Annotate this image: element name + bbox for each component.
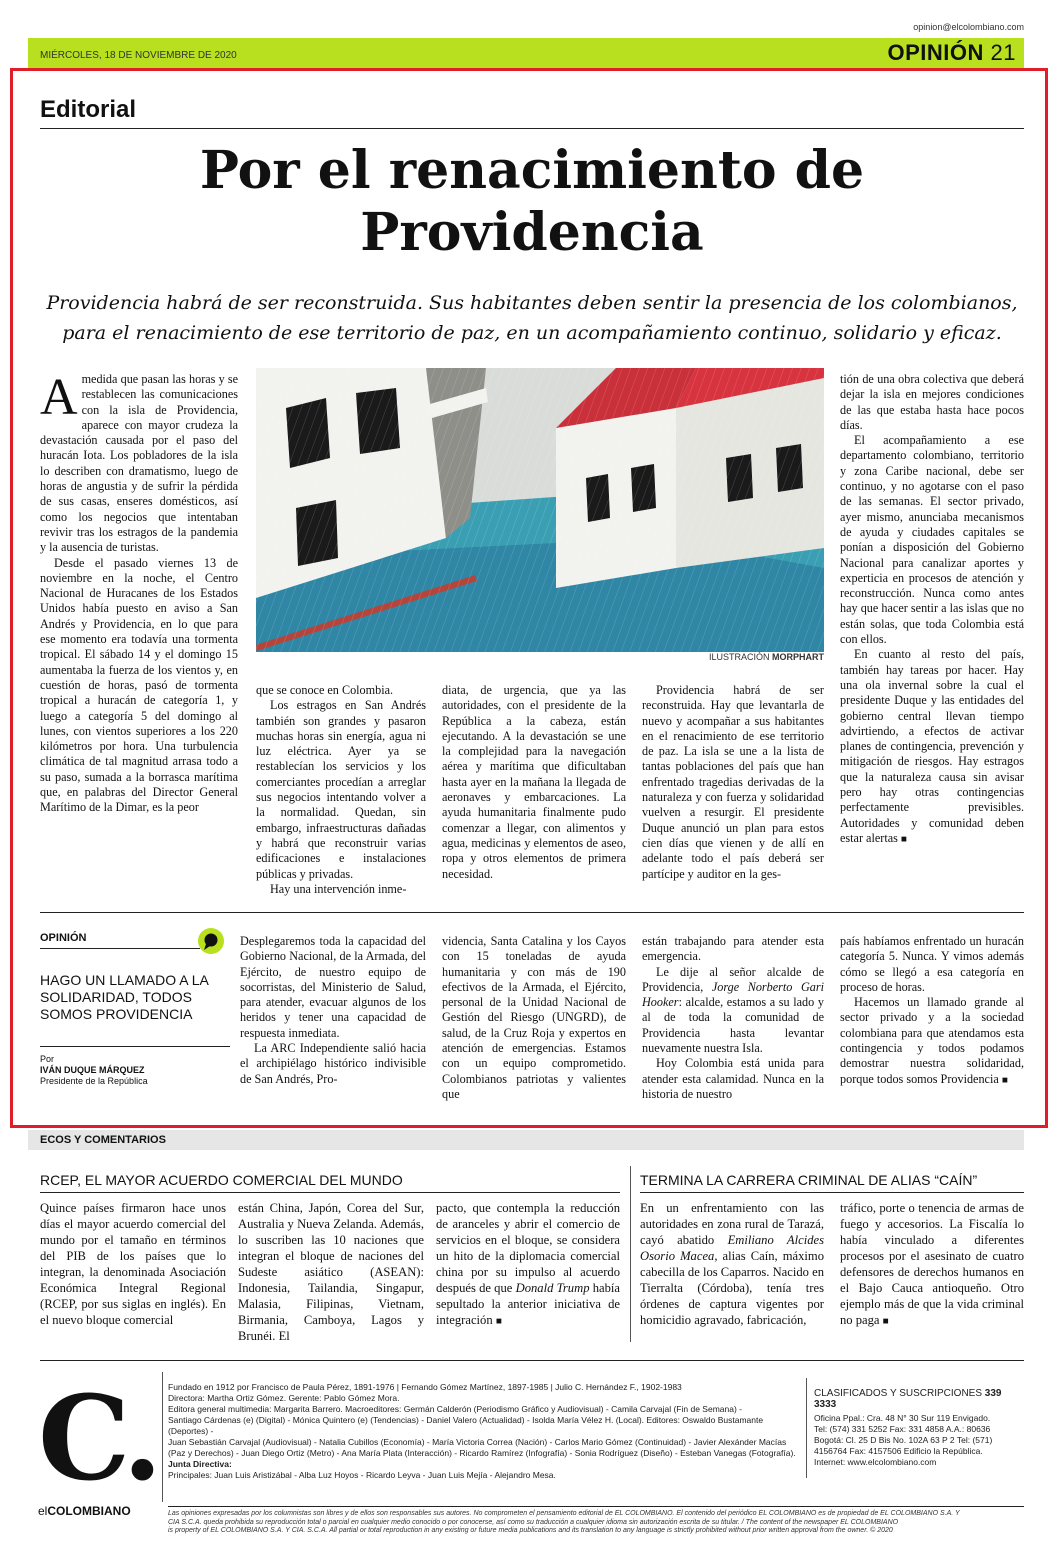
paragraph-text: : alcalde, estamos a su lado y al de toda la comunidad de Providencia hasta levantar nuevamente nuestra Isla.: [642, 995, 824, 1056]
author-title: Presidente de la República: [40, 1076, 148, 1086]
office-line: Oficina Ppal.: Cra. 48 N° 30 Sur 119 Envigado.: [814, 1413, 991, 1423]
headline-line-1: Por el renacimiento de: [199, 140, 865, 201]
editorial-col-2: [256, 683, 426, 897]
section-divider: [40, 912, 1024, 913]
paragraph: [642, 965, 824, 1057]
classifieds-line: [814, 1388, 1026, 1410]
logo-prefix: el: [38, 1504, 48, 1518]
paragraph: El acompañamiento a ese departamento colombiano, territorio y zona Caribe nacional, debe ser continuo, y no agotarse con el paso de las semanas. El sector privado, ayer mismo, anunciaba mecanismos de ayuda y ciudades capitales se ponían a disposición del Gobierno Nacional para canalizar aportes y experticia en procesos de atención y reconstrucción. Nunca como antes hay que hacer sentir a las islas que no están solas, que toda Colombia está con ellos.: [840, 433, 1024, 647]
credits-line: Directora: Martha Ortiz Gómez. Gerente: Pablo Gómez Mora.: [168, 1393, 400, 1403]
editorial-col-5: [840, 372, 1024, 847]
ecos-right-headline: TERMINA LA CARRERA CRIMINAL DE ALIAS “CAÍN”: [640, 1172, 978, 1188]
paragraph: Desde el pasado viernes 13 de noviembre en la noche, el Centro Nacional de Huracanes de los Estados Unidos había puesto en aviso a San Andrés y Providencia, en lo que para ese momento era todavía una tormenta tropical. El sábado 14 y el domingo 15 aumentaba la fuerza de los vientos y, en cuestión de horas, pasó de tormenta tropical a huracán de categoría 1, y luego a categoría 5 del domingo al lunes, con vientos superiores a los 220 kilómetros por hora. Una turbulencia climática de tal magnitud arrasa todo a su paso, sumada a la borrasca marítima que, en palabras del Director General Marítimo de la Dimar, es la peor: [40, 555, 238, 815]
paragraph: están trabajando para atender esta emergencia.: [642, 934, 824, 964]
paragraph: tión de una obra colectiva que deberá dejar la isla en mejores condiciones de las que estaba hasta hace pocos días.: [840, 372, 1024, 432]
end-mark: ■: [1001, 1074, 1008, 1086]
dropcap: A: [40, 369, 78, 426]
editorial-col-3: [442, 683, 626, 882]
legal-notice: [168, 1510, 1024, 1536]
credits-line: (Paz y Derechos) - Juan Diego Ortiz (Metro) - Ana María Plata (Interacción) - Ricardo Ramírez (Infografía) - Sonia Rodríguez (Diseño) - Esteban Vanegas (Fotografía).: [168, 1448, 796, 1458]
paragraph: Providencia habrá de ser reconstruida. Hay que levantarla de nuevo y acompañar a sus habitantes en el renacimiento de ese territorio de paz. La isla se une a la lista de tantas poblaciones del país que han enfrentado tragedias derivadas de la naturaleza y con fuerza y solidaridad vuelven a resurgir. El presidente Duque anunció un plan para estos cien días que vienen y de allí en adelante todo el país deberá ser partícipe y auditor en la ges-: [642, 683, 824, 881]
person-name: Emiliano Alcides Osorio Macea: [640, 1233, 824, 1263]
section-bar: [28, 38, 1024, 68]
paragraph: Quince países firmaron hace unos días el mayor acuerdo comercial del mundo por el tamaño en términos del PIB de los países que lo integran, la denominada Asociación Económica Integral Regional (RCEP, por sus siglas en inglés). En el nuevo bloque comercial: [40, 1201, 226, 1327]
legal-line: CIA S.C.A. queda prohibida su reproducción total o parcial en cualquier medio conocido o por conocerse, así como su traducción a cualquier idioma sin autorización escrita de su titular. / The content of the newspaper EL COLOMBIANO: [168, 1518, 899, 1526]
paragraph-text: , alias Caín, máximo cabecilla de los Caparros. Nacido en Tierralta (Córdoba), tenía tres órdenes de captura vigentes por homicidio agravado, fabricación,: [640, 1249, 824, 1327]
classifieds-label: CLASIFICADOS Y SUSCRIPCIONES: [814, 1388, 983, 1399]
headline-line-2: Providencia: [360, 202, 704, 263]
paragraph-text: En cuanto al resto del país, también hay tareas por hacer. Hay una ola invernal sobre la cual el presidente Duque y las entidades del gobierno central llevan tiempo advirtiendo, a efectos de activar planes de contingencia, prevención y mitigación de riesgos. Hay estragos que la naturaleza causa sin avisar pero hay otras contingencias perfectamente previsibles. Autoridades y comunidad deben estar alertas: [840, 647, 1024, 845]
paragraph: videncia, Santa Catalina y los Cayos con 15 toneladas de ayuda humanitaria y con más de 190 efectivos de la Armada, el Ejército, personal de la Unidad Nacional de Gestión del Riesgo (UNGRD), de salud, de la Cruz Roja y expertos en atención de emergencias. Estamos con un equipo comprometido. Colombianos patriotas y valientes que: [442, 934, 626, 1101]
logo-letter: C.: [38, 1371, 157, 1507]
paragraph-text: Hacemos un llamado grande al sector privado y a la sociedad colombiana para que atendamos esta contingencia y todos podamos demostrar nuestra solidaridad, porque todos somos Providencia: [840, 995, 1024, 1086]
legal-line: is property of EL COLOMBIANO S.A. Y CIA. S.C.A. All partial or total reproduction in any existing or future media publications and its translation to any language is strictly prohibited without prior written approval from the owner. © 2020: [168, 1527, 893, 1534]
section-title: [887, 40, 1016, 66]
section-name: OPINIÓN: [887, 40, 984, 65]
paragraph: La ARC Independiente salió hacia el archipiélago histórico indivisible de San Andrés, Pro-: [240, 1041, 426, 1086]
paragraph-text: pacto, que contempla la reducción de aranceles y abrir el comercio de servicios en el bloque, se considera un hito de la diplomacia comercial china por su impulso al acuerdo después de que: [436, 1201, 620, 1295]
ecos-label: ECOS Y COMENTARIOS: [40, 1134, 166, 1146]
ecos-left-rule: [40, 1192, 620, 1193]
paragraph: que se conoce en Colombia.: [256, 683, 394, 697]
ecos-right-col-2: [840, 1200, 1024, 1330]
ecos-left-col-1: [40, 1200, 226, 1328]
end-mark: ■: [882, 1316, 889, 1327]
contact-info: [814, 1388, 1026, 1468]
office-line: Tel: (574) 331 5252 Fax: 331 4858 A.A.: 80636: [814, 1424, 991, 1434]
logo-name: COLOMBIANO: [47, 1504, 131, 1518]
opinion-headline: HAGO UN LLAMADO A LA SOLIDARIDAD, TODOS SOMOS PROVIDENCIA: [40, 972, 209, 1022]
newspaper-logo: [38, 1371, 157, 1530]
footer-divider-left: [162, 1372, 163, 1502]
paragraph-text: Le dije al señor alcalde de Providencia,: [642, 964, 824, 994]
paragraph-text: En un enfrentamiento con las autoridades en zona rural de Tarazá, cayó abatido: [640, 1201, 824, 1247]
ecos-left-col-2: [238, 1200, 424, 1344]
paragraph: Hoy Colombia está unida para atender esta calamidad. Nunca en la historia de nuestro: [642, 1056, 824, 1101]
kicker-rule: [40, 128, 1024, 129]
editorial-col-1: [40, 369, 238, 816]
opinion-headline-rule: [40, 1046, 230, 1047]
paragraph: Hay una intervención inme-: [270, 881, 407, 896]
mayor-name: Jorge Norberto Gari Hooker: [642, 979, 825, 1010]
credits-line: Juan Sebastián Carvajal (Audiovisual) - Natalia Cubillos (Economía) - María Victoria Correa (Nación) - Carlos Mario Gómez (Continuidad) - Javier Alexánder Macías: [168, 1437, 787, 1447]
editorial-col-4: [642, 683, 824, 882]
credits-line: Junta Directiva:: [168, 1459, 232, 1469]
editorial-illustration: [256, 368, 824, 652]
footer-rule: [40, 1360, 1024, 1361]
dek-line-1: Providencia habrá de ser reconstruida. Sus habitantes deben sentir la presencia de los colombianos,: [46, 292, 1018, 314]
person-name: Donald Trump: [515, 1281, 590, 1295]
contact-email: opinion@elcolombiano.com: [913, 22, 1024, 32]
editorial-dek: [40, 288, 1024, 348]
end-mark: ■: [900, 833, 907, 845]
dek-line-2: para el renacimiento de ese territorio de paz, en un acompañamiento continuo, solidario y eficaz.: [62, 322, 1002, 344]
ecos-bar: [28, 1130, 1024, 1150]
illustration-credit: [600, 652, 824, 662]
author-name: IVÁN DUQUE MÁRQUEZ: [40, 1065, 145, 1075]
credit-label: ILUSTRACIÓN: [708, 652, 770, 662]
paragraph-text: había sepultado la anterior iniciativa de integración: [436, 1281, 620, 1327]
ecos-column-divider: [630, 1166, 631, 1342]
paragraph: [436, 1200, 620, 1330]
credits-line: Editora general multimedia: Margarita Barrero. Macroeditores: Germán Calderón (Periodismo Gráfico y Audiovisual) - Camila Carvajal (Fin de Semana) -: [168, 1404, 742, 1414]
editorial-headline: [40, 140, 1024, 264]
office-line: Bogotá: Cl. 25 D Bis No. 102A 63 P 2 Tel: (571): [814, 1435, 993, 1445]
paragraph: Los estragos en San Andrés también son grandes y pasaron muchas horas sin energía, agua ni luz eléctrica. Ayer ya se restablecían los servicios y los comerciantes procedían a arreglar sus negocios intentando volver a la normalidad. Quedan, sin embargo, infraestructuras dañadas y habrá que reconstruir varias edificaciones e instalaciones públicas y privadas.: [256, 698, 426, 881]
opinion-col-2: [442, 934, 626, 1102]
opinion-label-rule: [40, 948, 200, 949]
by-label: Por: [40, 1054, 55, 1064]
classifieds-phone: 339 3333: [814, 1388, 1002, 1410]
office-line: 4156764 Fax: 4157506 Edificio la República.: [814, 1446, 983, 1456]
credits-line: Fundado en 1912 por Francisco de Paula Pérez, 1891-1976 | Fernando Gómez Martínez, 1897-1985 | Julio C. Hernández F., 1902-1983: [168, 1382, 682, 1392]
paragraph-text: tráfico, porte o tenencia de armas de fuego y accesorios. La Fiscalía lo había vinculado a diferentes procesos por el asesinato de cuatro defensores de derechos humanos en el Bajo Cauca antioqueño. Otro ejemplo más de que la vida criminal no paga: [840, 1201, 1024, 1327]
paragraph: [840, 1200, 1024, 1330]
editorial-kicker: Editorial: [40, 96, 137, 123]
opinion-label: OPINIÓN: [40, 932, 87, 944]
ecos-left-headline: RCEP, EL MAYOR ACUERDO COMERCIAL DEL MUNDO: [40, 1172, 403, 1188]
paragraph: país habíamos enfrentado un huracán categoría 5. Nunca. Y vimos además cómo se llegó a esa categoría en proceso de horas.: [840, 934, 1024, 994]
speech-bubble-icon: [196, 926, 226, 956]
ecos-right-col-1: [640, 1200, 824, 1328]
opinion-col-1: [240, 934, 426, 1087]
legal-line: Las opiniones expresadas por los columnistas son libres y de ellos son responsables sus autores. No comprometen el pensamiento editorial de EL COLOMBIANO. El contenido del periódico EL COLOMBIANO es de propiedad de EL COLOMBIANO S.A. Y: [168, 1510, 960, 1517]
paragraph: [840, 995, 1024, 1088]
masthead-credits: [168, 1382, 798, 1481]
paragraph: medida que pasan las horas y se restablecen las comunicaciones con la isla de Providencia, aparece con mayor crudeza la devastación causada por el paso del huracán Iota. Los pobladores de la isla lo describen con dramatismo, luego de horas de angustia y de sufrir la pérdida de sus casas, enseres domésticos, así como los negocios que intentaban revivir tras los estragos de la pandemia y la ausencia de turistas.: [40, 372, 238, 555]
paragraph: están China, Japón, Corea del Sur, Australia y Nueva Zelanda. Además, lo suscriben las 10 naciones que integran el bloque de naciones del Sudeste asiático (ASEAN): Indonesia, Tailandia, Singapur, Malasia, Filipinas, Vietnam, Birmania, Camboya, Lagos y Brunéi. El: [238, 1201, 424, 1343]
end-mark: ■: [495, 1316, 502, 1327]
opinion-col-3: [642, 934, 824, 1102]
credits-line: Principales: Juan Luis Aristizábal - Alba Luz Hoyos - Ricardo Leyva - Juan Luis Mejía - Alejandro Mesa.: [168, 1470, 556, 1480]
paragraph: diata, de urgencia, que ya las autoridades, con el presidente de la República a la cabeza, están ejecutando. A la devastación se une la complejidad para la navegación aérea y marítima que dificultaban hasta ayer en la mañana la llegada de aeronaves y embarcaciones. La ayuda humanitaria finalmente pudo comenzar a llegar, con alimentos y agua, medicinas y elementos de aseo, ropa y otros elementos de primera necesidad.: [442, 683, 626, 881]
opinion-col-4: [840, 934, 1024, 1088]
credit-name: MORPHART: [772, 652, 824, 662]
page-number: 21: [990, 40, 1016, 65]
ecos-left-col-3: [436, 1200, 620, 1330]
ecos-right-rule: [640, 1192, 1024, 1193]
paragraph: Desplegaremos toda la capacidad del Gobierno Nacional, de la Armada, del Ejército, de nuestro equipo de socorristas, del Ministerio de Salud, para atender, evacuar algunos de los heridos y tener una capacidad de respuesta inmediata.: [240, 934, 426, 1040]
website-line: Internet: www.elcolombiano.com: [814, 1457, 937, 1467]
paragraph: [640, 1200, 824, 1328]
paragraph: [840, 647, 1024, 847]
credits-line: Santiago Cárdenas (e) (Digital) - Mónica Quintero (e) (Tendencias) - Daniel Valero (Actualidad) - Isolda María Vélez H. (Local). Editores: Oswaldo Bustamante (Deportes) -: [168, 1415, 764, 1436]
issue-date: MIÉRCOLES, 18 DE NOVIEMBRE DE 2020: [40, 50, 237, 61]
byline: [40, 1054, 148, 1087]
footer-divider-right: [806, 1378, 807, 1478]
legal-rule: [168, 1506, 1024, 1507]
